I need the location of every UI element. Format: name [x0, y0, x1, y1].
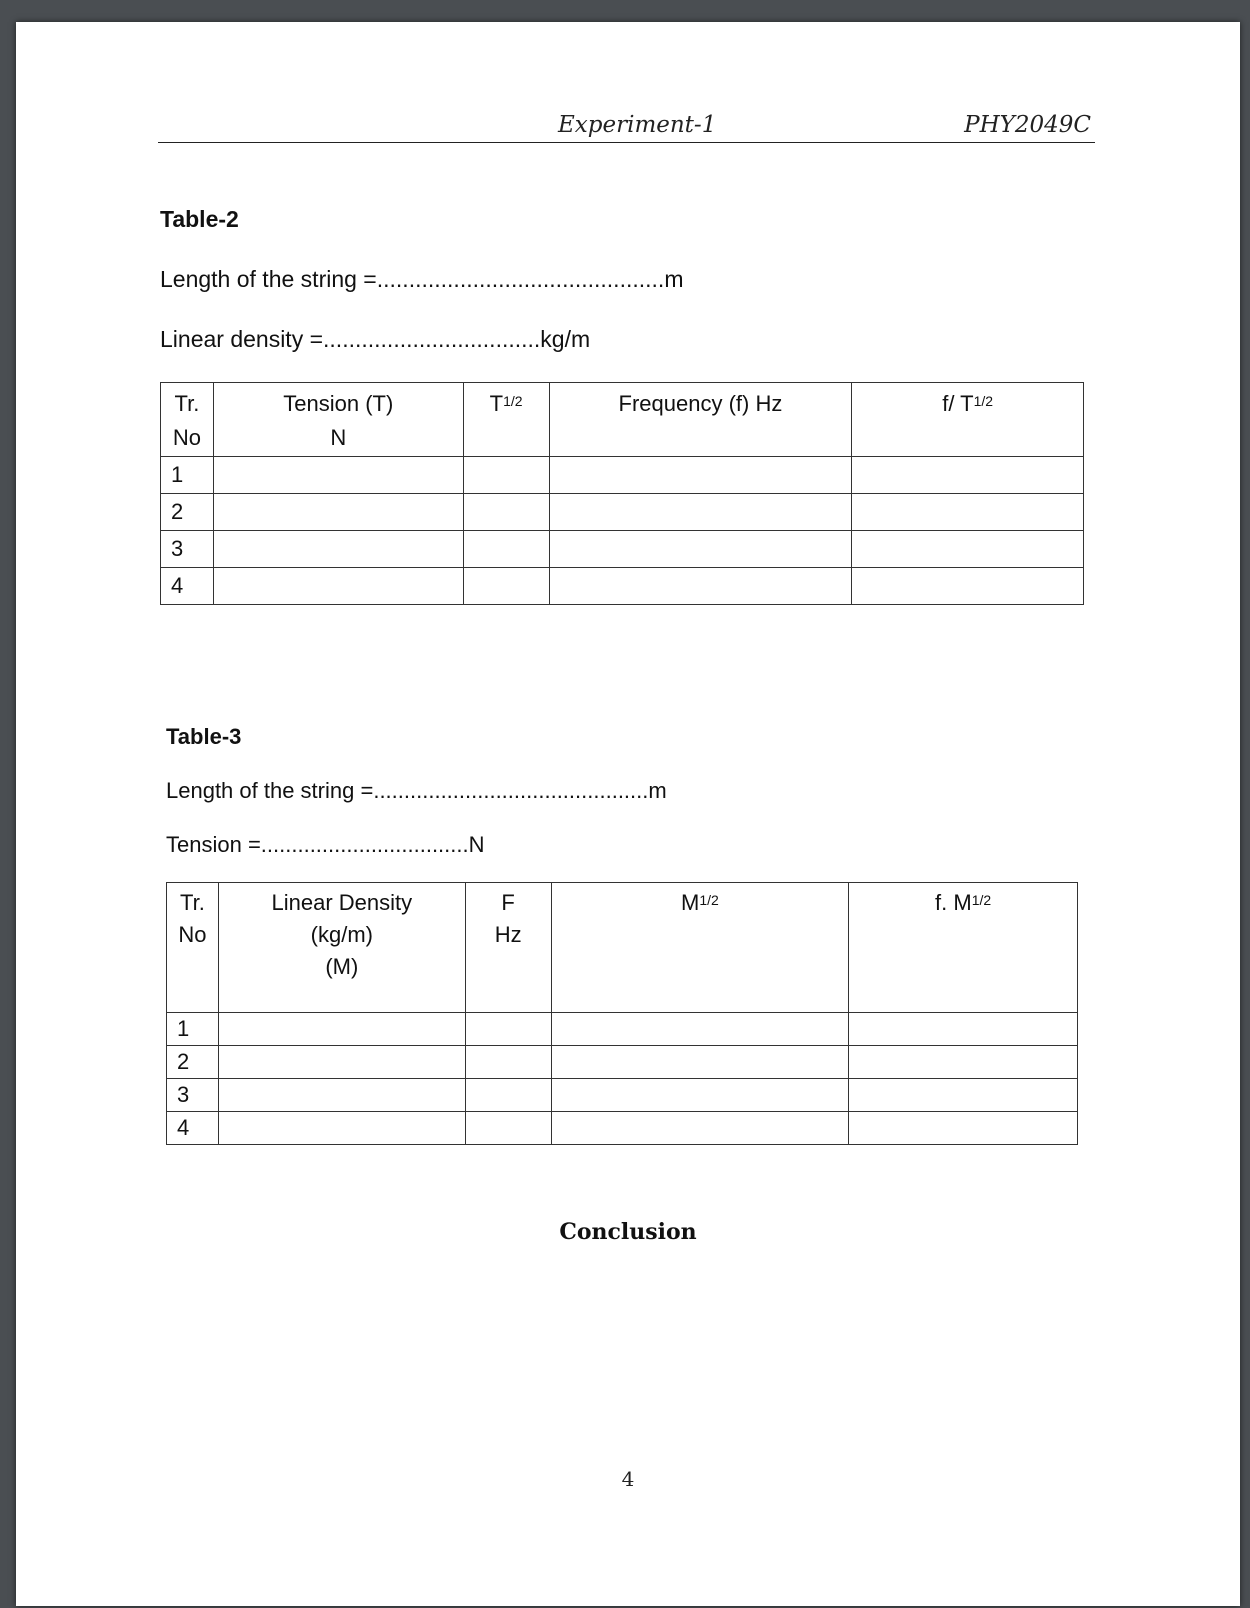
table2-cell[interactable]: [213, 531, 463, 568]
table3-cell[interactable]: [465, 1112, 551, 1145]
table2-col-sqrt-t-exp: 1/2: [503, 393, 523, 409]
table3-tension-unit: N: [468, 832, 485, 857]
table2-cell[interactable]: [463, 457, 549, 494]
table3-cell[interactable]: [465, 1013, 551, 1046]
conclusion-heading: Conclusion: [559, 1219, 697, 1245]
table2-row-number: 4: [161, 568, 214, 605]
table3-cell[interactable]: [849, 1112, 1078, 1145]
table3-title: Table-3: [166, 724, 242, 749]
table3-row-number: 1: [167, 1013, 219, 1046]
table2-col-tension-unit: N: [330, 425, 347, 450]
table3-grid: [166, 882, 1078, 1145]
table3-col-product-exp: 1/2: [971, 892, 992, 908]
table2-cell[interactable]: [463, 494, 549, 531]
table3-col-frequency-unit: Hz: [494, 922, 522, 947]
table2-cell[interactable]: [213, 494, 463, 531]
table3-cell[interactable]: [551, 1046, 849, 1079]
table-row: [161, 494, 1084, 531]
table3-cell[interactable]: [465, 1079, 551, 1112]
header-course-code: PHY2049C: [964, 112, 1091, 138]
table3-col-density: [218, 883, 465, 1013]
table3-cell[interactable]: [551, 1112, 849, 1145]
table3-length-field: [166, 778, 667, 804]
table3-cell[interactable]: [218, 1112, 465, 1145]
table3-length-label: Length of the string =: [166, 778, 374, 803]
page-number: 4: [621, 1467, 635, 1491]
table3-cell[interactable]: [218, 1079, 465, 1112]
running-header: [158, 90, 1095, 143]
table2-cell[interactable]: [549, 568, 852, 605]
table2-row-number: 1: [161, 457, 214, 494]
table2-cell[interactable]: [852, 568, 1084, 605]
table2-col-tr: Tr.: [174, 391, 200, 416]
table2-col-no: No: [172, 425, 202, 450]
table2-cell[interactable]: [852, 494, 1084, 531]
table2-length-unit: m: [664, 266, 684, 292]
table3-tension-dots: ..................................: [260, 832, 469, 857]
table2-row-number: 3: [161, 531, 214, 568]
table2-col-sqrt-t-base: T: [489, 391, 504, 416]
table2-col-trno: [161, 383, 214, 457]
table2-grid: [160, 382, 1084, 605]
table3-col-density-line1: Linear Density: [271, 890, 413, 915]
table3-col-product-base: f. M: [935, 890, 972, 915]
table3-col-density-line3: (M): [325, 954, 359, 979]
table3-col-no: No: [178, 922, 207, 947]
table3-length-dots: .............................................: [373, 778, 649, 803]
table2-cell[interactable]: [463, 568, 549, 605]
table3-header-row: [167, 883, 1078, 1013]
table2-cell[interactable]: [463, 531, 549, 568]
table2-row-number: 2: [161, 494, 214, 531]
table3-row-number: 4: [167, 1112, 219, 1145]
table3-cell[interactable]: [551, 1079, 849, 1112]
table3-col-sqrt-m-base: M: [681, 890, 700, 915]
table3-cell[interactable]: [849, 1046, 1078, 1079]
table3-cell[interactable]: [218, 1046, 465, 1079]
table2-density-field: [160, 326, 590, 353]
table2-cell[interactable]: [852, 457, 1084, 494]
table3-cell[interactable]: [465, 1046, 551, 1079]
table3-col-sqrt-m: [551, 883, 849, 1013]
table3-col-frequency: [465, 883, 551, 1013]
table2-cell[interactable]: [213, 568, 463, 605]
table-row: [167, 1079, 1078, 1112]
table3-cell[interactable]: [551, 1013, 849, 1046]
table2-cell[interactable]: [549, 494, 852, 531]
table2-col-tension: [213, 383, 463, 457]
document-page: [16, 22, 1240, 1606]
table-row: [161, 568, 1084, 605]
table2-length-dots: .............................................: [376, 266, 665, 292]
table3-tension-label: Tension =: [166, 832, 261, 857]
table3-col-frequency-label: F: [501, 890, 515, 915]
table3-row-number: 3: [167, 1079, 219, 1112]
table3-cell[interactable]: [849, 1013, 1078, 1046]
table3-tension-field: [166, 832, 485, 858]
table3-col-density-line2: (kg/m): [310, 922, 373, 947]
table-row: [167, 1013, 1078, 1046]
table-row: [167, 1046, 1078, 1079]
table2-col-ratio-exp: 1/2: [973, 393, 994, 409]
table-row: [161, 457, 1084, 494]
table3-cell[interactable]: [849, 1079, 1078, 1112]
table2-length-field: [160, 266, 683, 293]
table2-cell[interactable]: [213, 457, 463, 494]
table3-col-product: [849, 883, 1078, 1013]
table2-col-ratio-base: f/ T: [942, 391, 974, 416]
table2-header-row: [161, 383, 1084, 457]
table-row: [167, 1112, 1078, 1145]
table2-density-unit: kg/m: [540, 326, 591, 352]
table3-col-trno: [167, 883, 219, 1013]
table2-cell[interactable]: [549, 531, 852, 568]
table2-col-ratio: [852, 383, 1084, 457]
table2-density-label: Linear density =: [160, 326, 324, 352]
table3-cell[interactable]: [218, 1013, 465, 1046]
table2-col-tension-label: Tension (T): [283, 391, 394, 416]
table-row: [161, 531, 1084, 568]
table3-row-number: 2: [167, 1046, 219, 1079]
table3-col-sqrt-m-exp: 1/2: [699, 892, 719, 908]
table3-length-unit: m: [648, 778, 667, 803]
table2-title: Table-2: [160, 206, 239, 232]
header-experiment: Experiment-1: [558, 112, 717, 138]
table2-cell[interactable]: [852, 531, 1084, 568]
table2-length-label: Length of the string =: [160, 266, 377, 292]
table2-density-dots: ..................................: [323, 326, 541, 352]
table2-col-frequency: Frequency (f) Hz: [549, 383, 852, 457]
table2-cell[interactable]: [549, 457, 852, 494]
table3-col-tr: Tr.: [180, 890, 205, 915]
table2-col-sqrt-t: [463, 383, 549, 457]
